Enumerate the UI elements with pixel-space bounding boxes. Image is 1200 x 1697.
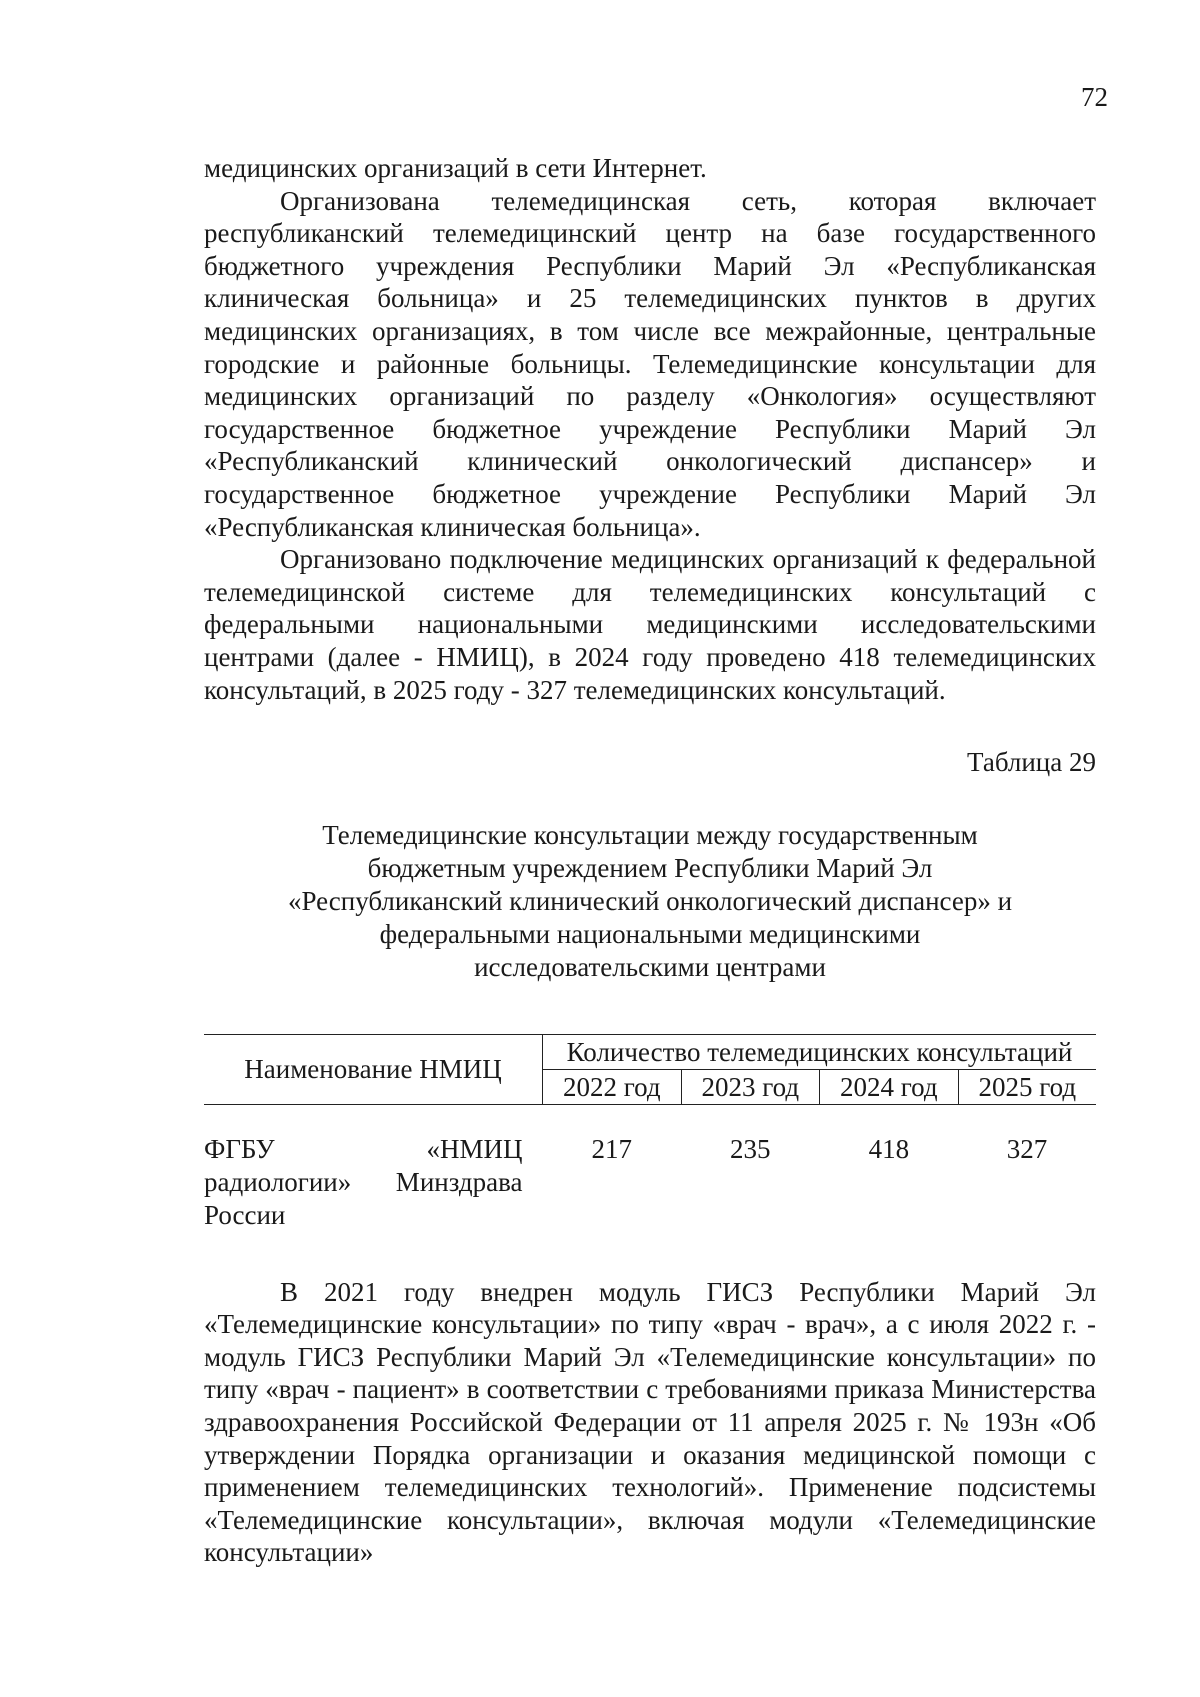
page-number: 72 xyxy=(1081,82,1108,112)
header-year-2023: 2023 год xyxy=(681,1069,820,1104)
consultations-table xyxy=(204,1034,1096,1232)
paragraph-gisz-module: В 2021 году внедрен модуль ГИСЗ Республики Марий Эл «Телемедицинские консультации» по типу «врач - врач», а с июля 2022 г. - модуль ГИСЗ Республики Марий Эл «Телемедицинские консультации» по типу «врач - пациент» в соответствии с требованиями приказа Министерства здравоохранения Российской Федерации от 11 апреля 2025 г. № 193н «Об утверждении Порядка организации и оказания медицинской помощи с применением телемедицинских технологий». Применение подсистемы «Телемедицинские консультации», включая модули «Телемедицинские консультации» xyxy=(204,1276,1096,1568)
header-year-2022: 2022 год xyxy=(543,1069,682,1104)
header-year-2024: 2024 год xyxy=(820,1069,959,1104)
table-title: Телемедицинские консультации между государственным бюджетным учреждением Республики Марий Эл «Республиканский клинический онкологический диспансер» и федеральными национальными медицинскими исследовательскими центрами xyxy=(287,819,1013,982)
header-consultations-count: Количество телемедицинских консультаций xyxy=(543,1034,1097,1069)
cell-nmic-name: ФГБУ «НМИЦ радиологии» Минздрава России xyxy=(204,1133,523,1230)
cell-2024: 418 xyxy=(868,1133,910,1164)
header-year-2025: 2025 год xyxy=(958,1069,1096,1104)
table-label: Таблица 29 xyxy=(967,747,1096,778)
paragraph-continuation: медицинских организаций в сети Интернет. xyxy=(204,153,707,183)
cell-2022: 217 xyxy=(591,1133,633,1164)
header-nmic-name: Наименование НМИЦ xyxy=(204,1034,543,1104)
paragraph-federal-system: Организовано подключение медицинских организаций к федеральной телемедицинской системе для телемедицинских консультаций с федеральными национальными медицинскими исследовательскими центрами (далее - НМИЦ), в 2024 году проведено 418 телемедицинских консультаций, в 2025 году - 327 телемедицинских консультаций. xyxy=(204,544,1096,705)
cell-2025: 327 xyxy=(1006,1133,1048,1164)
table-row xyxy=(204,1133,1096,1232)
document-body xyxy=(204,152,1096,1569)
paragraph-telemedicine-network: Организована телемедицинская сеть, которая включает республиканский телемедицинский центр на базе государственного бюджетного учреждения Республики Марий Эл «Республиканская клиническая больница» и 25 телемедицинских пунктов в других медицинских организациях, в том числе все межрайонные, центральные городские и районные больницы. Телемедицинские консультации для медицинских организаций по разделу «Онкология» осуществляют государственное бюджетное учреждение Республики Марий Эл «Республиканский клинический онкологический диспансер» и государственное бюджетное учреждение Республики Марий Эл «Республиканская клиническая больница». xyxy=(204,185,1096,542)
cell-2023: 235 xyxy=(730,1133,771,1164)
